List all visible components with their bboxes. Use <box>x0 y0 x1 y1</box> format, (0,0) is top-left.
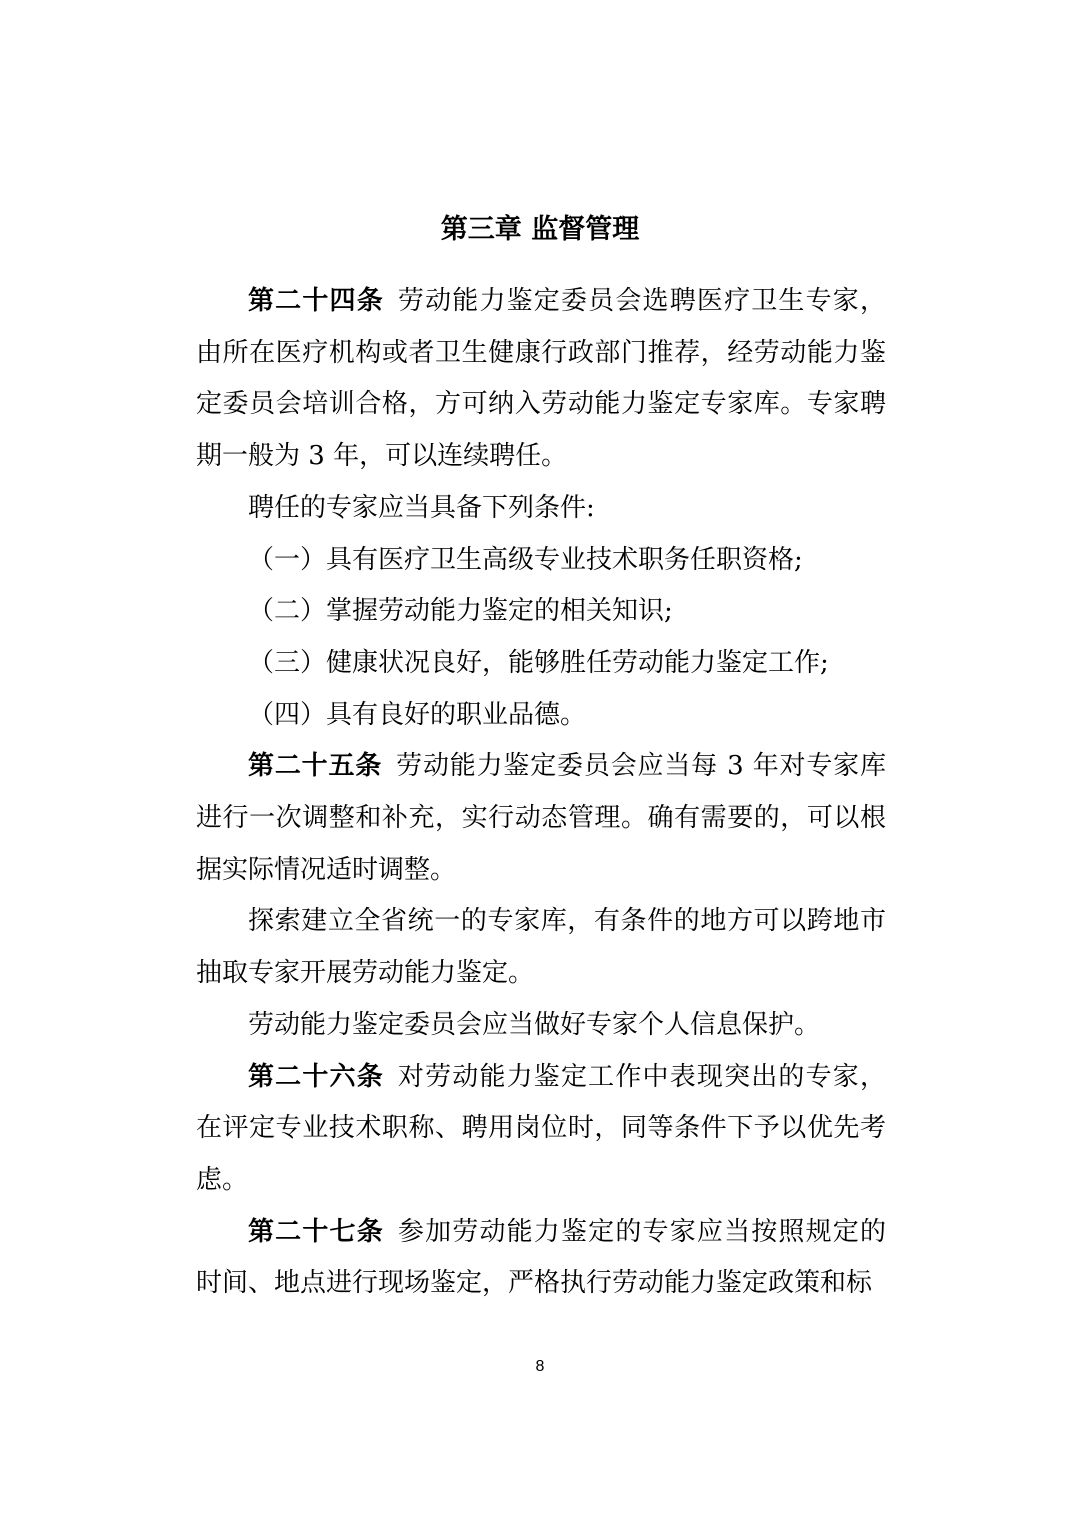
privacy-paragraph: 劳动能力鉴定委员会应当做好专家个人信息保护。 <box>248 1009 821 1040</box>
article-25-text: 劳动能力鉴定委员会应当每 3 年对专家库进行一次调整和补充，实行动态管理。确有需要的，可以根据实际情况适时调整。 <box>196 751 886 885</box>
expert-pool-paragraph: 探索建立全省统一的专家库，有条件的地方可以跨地市抽取专家开展劳动能力鉴定。 <box>196 906 886 989</box>
condition-item-4: （四）具有良好的职业品德。 <box>248 699 587 730</box>
condition-item-1: （一）具有医疗卫生高级专业技术职务任职资格; <box>248 544 803 575</box>
article-26-heading: 第二十六条 <box>248 1061 384 1092</box>
article-26-paragraph <box>196 1052 886 1207</box>
condition-item-2: （二）掌握劳动能力鉴定的相关知识; <box>248 596 673 627</box>
article-25-paragraph <box>196 741 886 896</box>
conditions-intro: 聘任的专家应当具备下列条件: <box>248 492 595 523</box>
article-24-text: 劳动能力鉴定委员会选聘医疗卫生专家，由所在医疗机构或者卫生健康行政部门推荐，经劳动能力鉴定委员会培训合格，方可纳入劳动能力鉴定专家库。专家聘期一般为 3 年，可以连续聘任。 <box>196 286 886 472</box>
page-number: 8 <box>535 1358 545 1375</box>
article-27-text: 参加劳动能力鉴定的专家应当按照规定的时间、地点进行现场鉴定，严格执行劳动能力鉴定政策和标 <box>196 1216 886 1299</box>
article-27-heading: 第二十七条 <box>248 1216 384 1247</box>
article-27-paragraph <box>196 1207 886 1310</box>
article-25-heading: 第二十五条 <box>248 751 383 782</box>
chapter-title: 第三章 监督管理 <box>440 214 640 245</box>
article-26-text: 对劳动能力鉴定工作中表现突出的专家，在评定专业技术职称、聘用岗位时，同等条件下予以优先考虑。 <box>196 1061 886 1195</box>
article-24-paragraph <box>196 276 886 483</box>
article-24-heading: 第二十四条 <box>248 286 384 316</box>
body-text <box>196 276 886 1310</box>
condition-item-3: （三）健康状况良好，能够胜任劳动能力鉴定工作; <box>248 647 829 678</box>
